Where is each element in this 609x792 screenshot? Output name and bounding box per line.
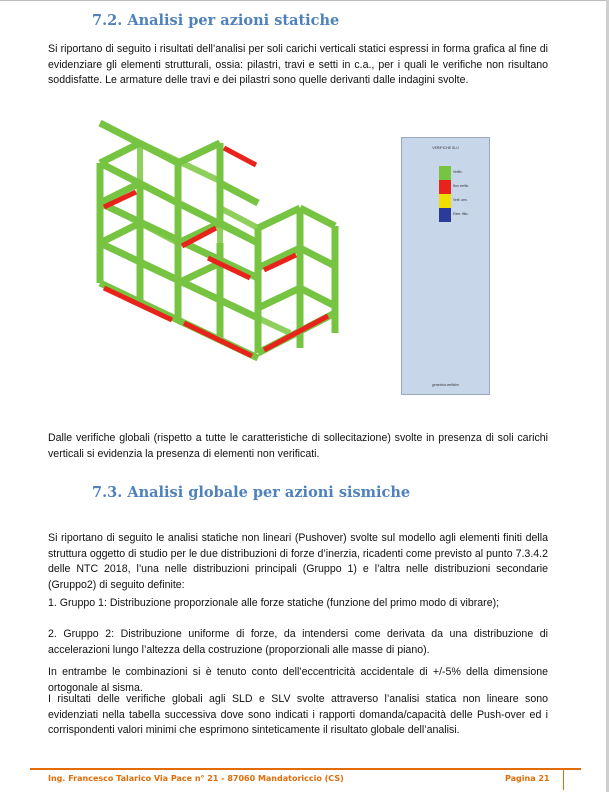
- legend-swatch-verified: [439, 166, 451, 180]
- results-paragraph: I risultati delle verifiche globali agli SLD e SLV svolte attraverso l’analisi statica non lineare sono evidenziati nella tabella successiva dove sono indicati i rapporti domanda/capacità delle Push-over ed i corrispondenti valori minimi che esprimono sinteticamente il risultato globale dell’analisi.: [48, 693, 548, 736]
- footer-divider: [30, 768, 581, 770]
- legend-swatch-not-verified: [439, 180, 451, 194]
- legend-swatch-yellow: [439, 194, 451, 208]
- legend-swatch-blue: [439, 208, 451, 222]
- section-heading-7-2: 7.2. Analisi per azioni statiche: [92, 12, 340, 29]
- eccentricity-paragraph: In entrambe le combinazioni si è tenuto conto dell’eccentricità accidentale di +/-5% della dimensione ortogonale al sisma.: [48, 666, 548, 694]
- group-2-item: 2. Gruppo 2: Distribuzione uniforme di forze, da intendersi come derivata da una distribuzione di accelerazioni lungo l’altezza della costruzione (proporzionali alle masse di piano).: [48, 628, 548, 656]
- legend-label-blue: Elem. fittiz.: [453, 212, 469, 216]
- group-1-item: 1. Gruppo 1: Distribuzione proporzionale alle forze statiche (funzione del primo modo di vibrare);: [48, 597, 500, 609]
- structure-3d-model: [60, 118, 360, 378]
- footer-page-number: Pagina 21: [505, 774, 550, 783]
- legend-footer: gerarchia verifiche: [432, 383, 459, 387]
- legend-panel: [401, 137, 490, 395]
- page-top-edge: [0, 0, 609, 1]
- footer-tick: [563, 770, 564, 790]
- section-7-2-intro: Si riportano di seguito i risultati dell’analisi per soli carichi verticali statici espressi in forma grafica al fine di evidenziare gli elementi strutturali, ossia: pilastri, travi e setti in c.a., per i quali le verifiche non risultano soddisfatte. Le armature delle travi e dei pilastri sono quelle derivanti dalle indagini svolte.: [48, 43, 548, 86]
- footer-author: Ing. Francesco Talarico Via Pace n° 21 - 87060 Mandatoriccio (CS): [48, 774, 344, 783]
- section-7-3-intro: Si riportano di seguito le analisi statiche non lineari (Pushover) svolte sul modello agli elementi finiti della struttura oggetto di studio per le due distribuzioni di forze d’inerzia, ricadenti come previsto al punto 7.3.4.2 delle NTC 2018, l’una nelle distribuzioni principali (Gruppo 1) e l’altra nelle distribuzioni secondarie (Gruppo2) di seguito definite:: [48, 532, 548, 591]
- legend-label-verified: Verific.: [453, 170, 463, 174]
- legend-label-not-verified: Non verific.: [453, 184, 469, 188]
- legend-label-yellow: Verif. arm.: [453, 198, 468, 202]
- section-heading-7-3: 7.3. Analisi globale per azioni sismiche: [92, 484, 411, 501]
- legend-title: VERIFICHE SLU: [432, 146, 459, 150]
- section-7-2-conclusion: Dalle verifiche globali (rispetto a tutte le caratteristiche di sollecitazione) svolte in presenza di soli carichi verticali si evidenzia la presenza di elementi non verificati.: [48, 432, 548, 460]
